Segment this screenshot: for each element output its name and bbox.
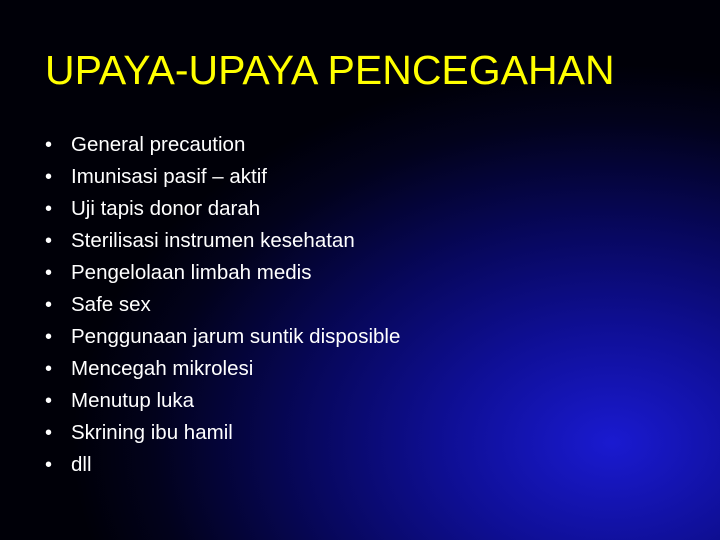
list-item-text: Menutup luka [71,389,195,412]
list-item-text: Mencegah mikrolesi [71,357,254,380]
bullet-icon: • [45,454,53,476]
bullet-icon: • [45,166,53,188]
bullet-icon: • [45,326,53,348]
list-item-text: Penggunaan jarum suntik disposible [71,325,401,348]
list-item-text: Pengelolaan limbah medis [71,261,312,284]
list-item-text: General precaution [71,133,246,156]
slide-title: UPAYA-UPAYA PENCEGAHAN [45,47,615,93]
bullet-icon: • [45,262,53,284]
list-item-text: dll [71,453,92,476]
bullet-icon: • [45,358,53,380]
list-item-text: Sterilisasi instrumen kesehatan [71,229,355,252]
bullet-icon: • [45,294,53,316]
list-item-text: Skrining ibu hamil [71,421,233,444]
bullet-icon: • [45,390,53,412]
bullet-icon: • [45,230,53,252]
list-item-text: Imunisasi pasif – aktif [71,165,267,188]
bullet-icon: • [45,422,53,444]
bullet-icon: • [45,198,53,220]
bullet-icon: • [45,134,53,156]
list-item-text: Safe sex [71,293,151,316]
list-item-text: Uji tapis donor darah [71,197,261,220]
